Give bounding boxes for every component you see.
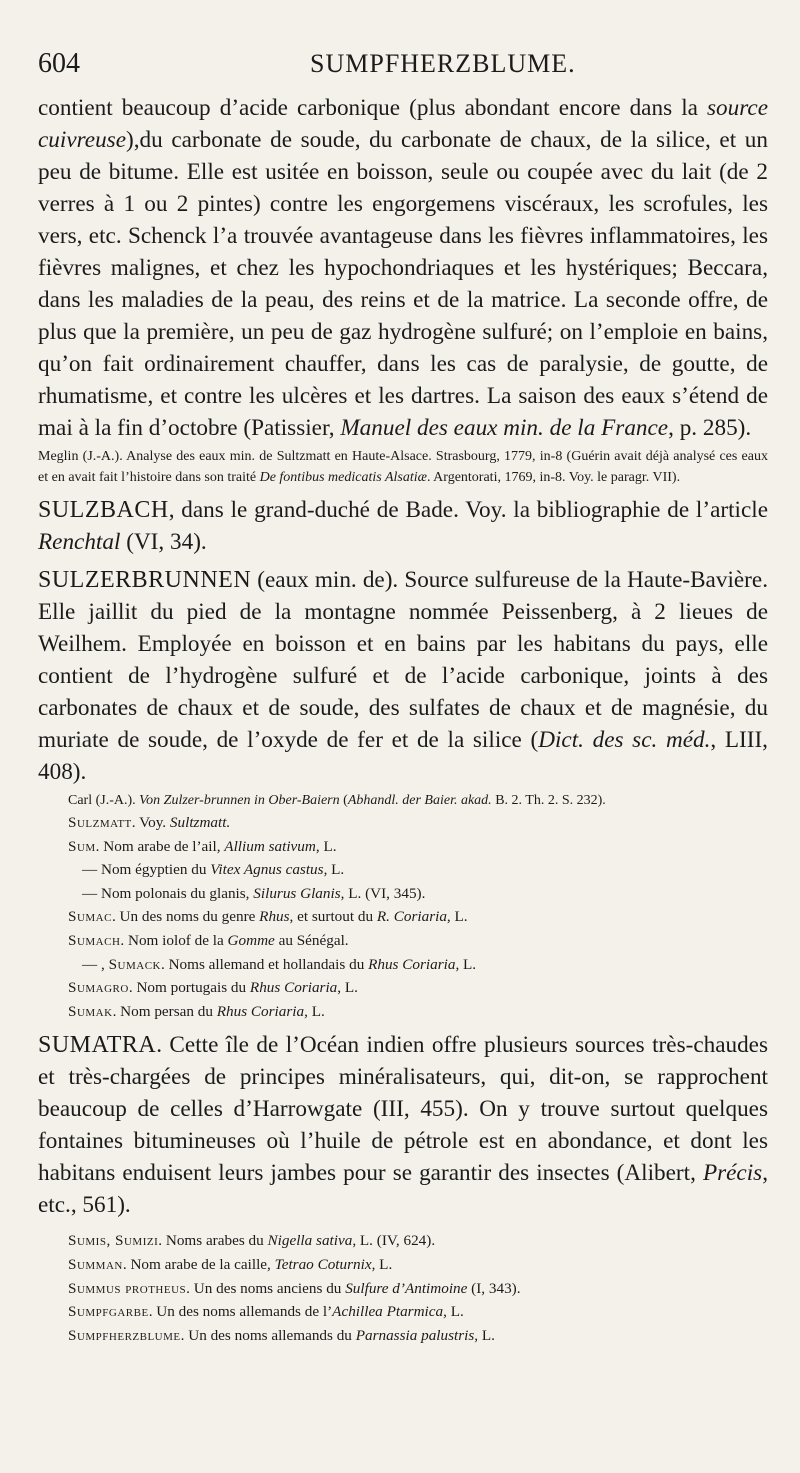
text-run: , L. bbox=[443, 1303, 464, 1321]
species-name: Rhus Coriaria bbox=[216, 1002, 305, 1020]
text-run: (I, 343). bbox=[467, 1279, 521, 1297]
book-title: Abhandl. der Baier. akad. bbox=[347, 793, 492, 808]
text-run: , LIII, 408). bbox=[38, 727, 768, 785]
species-name: Rhus Coriaria bbox=[249, 979, 338, 997]
species-name: Sulfure d’Antimoine bbox=[345, 1279, 468, 1297]
text-run: — Nom égyptien du bbox=[82, 861, 211, 879]
text-run: . Nom iolof de la bbox=[120, 931, 228, 949]
species-name: Vitex Agnus castus bbox=[210, 861, 324, 879]
species-name: Rhus bbox=[259, 908, 290, 926]
italic-run: source cuivreuse bbox=[38, 95, 768, 153]
entry-sumack bbox=[68, 953, 768, 977]
book-title: Manuel des eaux min. de la France bbox=[340, 415, 669, 441]
text-run: . Nom persan du bbox=[112, 1002, 217, 1020]
text-run: , L. bbox=[371, 1255, 393, 1273]
text-run: , L. bbox=[446, 908, 468, 926]
species-name: Nigella sativa bbox=[267, 1232, 353, 1250]
running-title: SUMPFHERZBLUME. bbox=[310, 49, 576, 78]
entry-headword: Sumpfgarbe bbox=[68, 1303, 149, 1321]
entry-headword: Sumak bbox=[68, 1002, 113, 1020]
text-run: — Nom polonais du glanis, bbox=[82, 884, 254, 902]
species-name: Rhus Coriaria bbox=[368, 955, 456, 973]
bibliography-note-carl bbox=[68, 790, 768, 811]
text-run: . Nom portugais du bbox=[128, 979, 250, 997]
text-run: Carl (J.-A.). bbox=[68, 793, 140, 808]
entry-sumagro bbox=[68, 976, 768, 1000]
bibliography-note-meglin bbox=[38, 446, 768, 488]
text-run: . Un des noms allemands du bbox=[180, 1326, 356, 1344]
entry-sum bbox=[68, 835, 768, 859]
entry-sulzbach bbox=[38, 494, 768, 558]
book-title: Précis bbox=[702, 1160, 763, 1187]
text-run: ( bbox=[339, 793, 348, 808]
entry-summan bbox=[68, 1253, 768, 1277]
entry-headword: Sumis, Sumizi bbox=[68, 1232, 159, 1250]
entry-headword: Sumpfherzblume bbox=[68, 1326, 181, 1344]
text-run: . Nom arabe de la caille, bbox=[122, 1255, 275, 1273]
entry-sulzerbrunnen bbox=[38, 564, 768, 788]
text-run: (VI, 34). bbox=[120, 529, 207, 555]
text-run: , p. 285). bbox=[668, 415, 752, 441]
text-run: , L. bbox=[337, 979, 358, 997]
text-run: , L. bbox=[304, 1002, 325, 1020]
text-run: , dans le grand-duché de Bade. Voy. la bibliographie de l’article bbox=[168, 497, 768, 523]
text-run: , et surtout du bbox=[289, 908, 377, 926]
species-name: Tetrao Coturnix bbox=[274, 1255, 372, 1273]
text-run: . Un des noms du genre bbox=[111, 908, 260, 926]
text-run: (eaux min. de). Source sulfureuse de la Haute-Bavière. Elle jaillit du pied de la montagne nommée Peissenberg, à 2 lieues de Weilhem. Employée en boisson et en bains par les habitans du pays, elle contient de l’hydrogène sulfuré et de l’acide carbonique, joints à des carbonates de chaux et de soude, des sulfates de chaux et de magnésie, du muriate de soude, de l’oxyde de fer et de la silice ( bbox=[38, 567, 768, 753]
entry-sumac bbox=[68, 905, 768, 929]
entry-headword: SULZBACH bbox=[38, 497, 169, 523]
entry-sum-polish bbox=[68, 882, 768, 906]
species-name: R. Coriaria bbox=[376, 908, 447, 926]
species-name: Allium sativum bbox=[224, 837, 316, 855]
entry-sulzmatt bbox=[68, 811, 768, 835]
species-name: Silurus Glanis bbox=[253, 884, 341, 902]
entry-headword: Summan bbox=[68, 1255, 123, 1273]
text-run: B. 2. Th. 2. S. 232). bbox=[491, 793, 606, 808]
text-run: . Un des noms anciens du bbox=[186, 1279, 346, 1297]
text-run: . Cette île de l’Océan indien offre plusieurs sources très-chaudes et très-chargées de principes minéralisateurs, qui, dit-on, se rapprochent beaucoup de celles d’Harrowgate (III, 455). On y trouve surtout quelques fontaines bitumineuses où l’huile de pétrole est en abondance, et dont les habitans enduisent leurs jambes pour se garantir des insectes (Alibert, bbox=[38, 1032, 768, 1187]
book-title: Von Zulzer-brunnen in Ober-Baiern bbox=[139, 793, 340, 808]
text-run: . Noms allemand et hollandais du bbox=[160, 955, 369, 973]
text-run: contient beaucoup d’acide carbonique (plus abondant encore dans la bbox=[38, 95, 708, 121]
entry-summus-protheus bbox=[68, 1277, 768, 1301]
text-run: , etc., 561). bbox=[38, 1160, 768, 1219]
text-run: . Argentorati, 1769, in-8. Voy. le paragr. VII). bbox=[426, 470, 681, 485]
text-run: , L. bbox=[315, 837, 337, 855]
entry-headword: Sumack bbox=[108, 955, 161, 973]
continued-entry-text bbox=[38, 92, 768, 444]
entry-sumach bbox=[68, 929, 768, 953]
text-run: au Sénégal. bbox=[274, 931, 349, 949]
entry-headword: Sum bbox=[68, 837, 96, 855]
entry-sumak bbox=[68, 1000, 768, 1024]
text-run: — , bbox=[82, 955, 109, 973]
page-number: 604 bbox=[38, 48, 80, 79]
text-run: . Noms arabes du bbox=[158, 1232, 268, 1250]
text-run: Meglin (J.-A.). Analyse des eaux min. de Sultzmatt en Haute-Alsace. Strasbourg, 1779, in-8 (Guérin avait déjà analysé ces eaux et en avait fait l’histoire dans son traité bbox=[38, 449, 768, 485]
entry-sumpfherzblume bbox=[68, 1324, 768, 1348]
book-title: De fontibus medicatis Alsatiæ bbox=[259, 470, 427, 485]
entry-headword: Sumagro bbox=[68, 979, 129, 997]
text-run: , L. (VI, 345). bbox=[340, 884, 426, 902]
species-name: Achillea Ptarmica bbox=[332, 1303, 444, 1321]
entry-headword: Sulzmatt bbox=[68, 814, 132, 831]
running-head bbox=[38, 48, 768, 88]
text-run: . Nom arabe de l’ail, bbox=[95, 837, 225, 855]
text-run: . Un des noms allemands de l’ bbox=[148, 1303, 333, 1321]
entry-headword: Summus protheus bbox=[68, 1279, 187, 1297]
entry-sumis bbox=[68, 1229, 768, 1253]
book-title: Dict. des sc. méd. bbox=[538, 727, 711, 753]
entry-sumatra bbox=[38, 1029, 768, 1221]
entry-headword: SULZERBRUNNEN bbox=[38, 567, 252, 593]
italic-run: Sultzmatt. bbox=[169, 814, 231, 831]
final-entries bbox=[38, 1229, 768, 1347]
text-run: , L. (IV, 624). bbox=[352, 1232, 436, 1250]
italic-run: Renchtal bbox=[38, 529, 121, 555]
text-run: , L. bbox=[323, 861, 345, 879]
entry-sum-egyptian bbox=[68, 858, 768, 882]
entry-headword: Sumach bbox=[68, 931, 121, 949]
species-name: Gomme bbox=[227, 931, 275, 949]
text-run: , L. bbox=[474, 1326, 495, 1344]
text-run: , L. bbox=[455, 955, 477, 973]
entry-headword: SUMATRA bbox=[38, 1032, 157, 1059]
species-name: Parnassia palustris bbox=[355, 1326, 475, 1344]
entry-sumpfgarbe bbox=[68, 1300, 768, 1324]
text-run: . Voy. bbox=[131, 814, 170, 831]
entry-headword: Sumac bbox=[68, 908, 112, 926]
text-run: ),du carbonate de soude, du carbonate de chaux, de la silice, et un peu de bitume. Elle est usitée en boisson, seule ou coupée avec du lait (de 2 verres à 1 ou 2 pintes) contre les engorgemens viscéraux, les scrofules, les vers, etc. Schenck l’a trouvée avantageuse dans les fièvres inflammatoires, les fièvres malignes, et chez les hypochondriaques et les hystériques; Beccara, dans les maladies de la peau, des reins et de la matrice. La seconde offre, de plus que la première, un peu de gaz hydrogène sulfuré; on l’emploie en bains, qu’on fait ordinairement chauffer, dans les cas de paralysie, de goutte, de rhumatisme, et contre les ulcères et les dartres. La saison des eaux s’étend de mai à la fin d’octobre (Patissier, bbox=[38, 127, 768, 441]
